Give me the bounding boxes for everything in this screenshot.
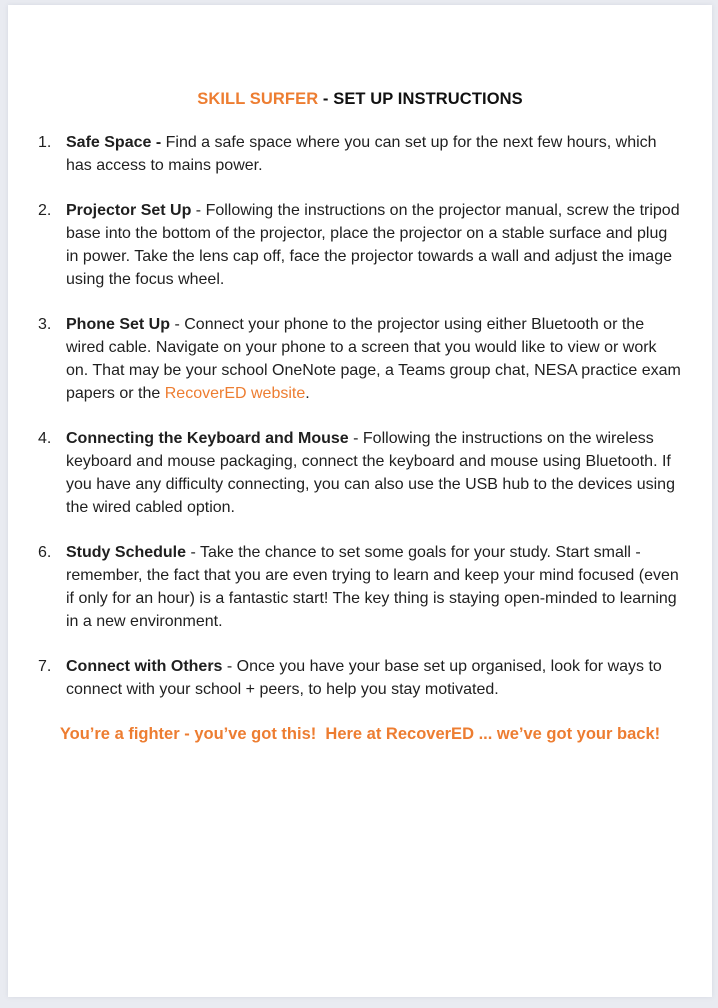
list-item-body: - Once you have your base set up organised, look for ways to connect with your school + peers, to help you stay motivated.: [66, 658, 667, 698]
list-item-body: Find a safe space where you can set up for the next few hours, which has access to mains power.: [66, 134, 661, 174]
list-item-body: - Connect your phone to the projector using either Bluetooth or the wired cable. Navigate on your phone to a screen that you would like to view or work on. That may be your school OneNote page, a Teams group chat, NESA practice exam papers or the: [66, 316, 686, 402]
page-title: [8, 5, 712, 109]
list-item-number: 7.: [38, 658, 52, 675]
list-item-body: - Following the instructions on the wireless keyboard and mouse packaging, connect the keyboard and mouse using Bluetooth. If you have any difficulty connecting, you can also use the USB hub to the devices using the wired cabled option.: [66, 430, 680, 516]
list-item-body: - Following the instructions on the projector manual, screw the tripod base into the bottom of the projector, place the projector on a stable surface and plug in power. Take the lens cap off, face the projector towards a wall and adjust the image using the focus wheel.: [66, 202, 685, 288]
list-item-projector-set-up: [38, 199, 712, 291]
list-item-text: [66, 541, 682, 633]
list-item-number: 1.: [38, 134, 52, 151]
motivational-footer-text: You’re a fighter - you’ve got this! Here at RecoverED ... we’ve got your back!: [59, 725, 661, 743]
recovered-website-link[interactable]: RecoverED website: [164, 385, 306, 402]
list-item-connect-with-others: [38, 655, 712, 701]
list-item-heading: Connecting the Keyboard and Mouse: [66, 430, 349, 447]
list-item-body-after-link: .: [305, 385, 310, 402]
list-item-heading: Safe Space -: [66, 134, 166, 151]
list-item-number: 3.: [38, 316, 52, 333]
page-title-accent: SKILL SURFER: [197, 90, 319, 108]
list-item-body: - Take the chance to set some goals for your study. Start small - remember, the fact that you are even trying to learn and keep your mind focused (even if only for an hour) is a fantastic start! The key thing is staying open-minded to learning in a new environment.: [66, 544, 684, 630]
list-item-text: [66, 199, 685, 291]
list-item-keyboard-mouse: [38, 427, 712, 519]
list-item-number: 4.: [38, 430, 52, 447]
setup-instructions-list: [8, 131, 712, 701]
list-item-text: [66, 427, 682, 519]
list-item-safe-space: [38, 131, 712, 177]
document-page: [8, 5, 712, 997]
list-item-number: 2.: [38, 202, 52, 219]
list-item-heading: Connect with Others: [66, 658, 223, 675]
list-item-phone-set-up: [38, 313, 712, 405]
list-item-text: [66, 655, 682, 701]
list-item-number: 6.: [38, 544, 52, 561]
list-item-text: [66, 313, 686, 405]
list-item-heading: Study Schedule: [66, 544, 187, 561]
list-item-study-schedule: [38, 541, 712, 633]
list-item-heading: Projector Set Up: [66, 202, 192, 219]
page-title-rest: - SET UP INSTRUCTIONS: [318, 90, 523, 108]
list-item-text: [66, 131, 682, 177]
list-item-heading: Phone Set Up: [66, 316, 171, 333]
